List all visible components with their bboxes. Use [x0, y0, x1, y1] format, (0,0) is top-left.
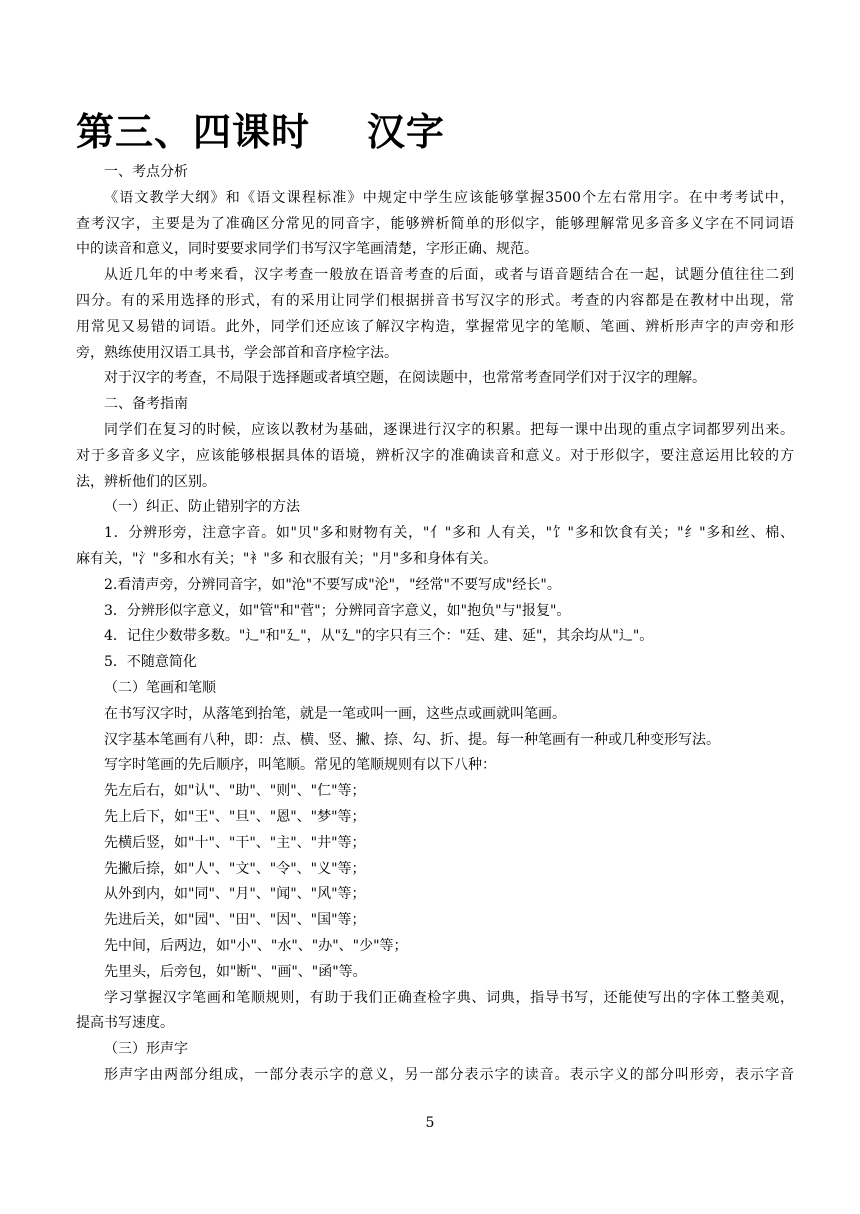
- text-line: 从外到内，如"同"、"月"、"闻"、"风"等；: [104, 886, 366, 903]
- text-line: 在书写汉字时，从落笔到抬笔，就是一笔或叫一画，这些点或画就叫笔画。: [104, 705, 566, 722]
- text-line: 1．分辨形旁，注意字音。如"贝"多和财物有关，"亻"多和 人有关，"饣"多和饮食有关；"纟"多和丝、棉、: [104, 525, 794, 542]
- text-line: 汉字基本笔画有八种，即：点、横、竖、撇、捺、勾、折、提。每一种笔画有一种或几种变形写法。: [104, 731, 720, 748]
- text-line: 麻有关，"氵"多和水有关；"衤"多 和衣服有关；"月"多和身体有关。: [76, 550, 498, 567]
- text-line: 先进后关，如"园"、"田"、"因"、"国"等；: [104, 912, 366, 929]
- text-line: 提高书写速度。: [76, 1015, 174, 1032]
- text-line: 对于汉字的考查，不局限于选择题或者填空题，在阅读题中，也常常考查同学们对于汉字的理解。: [104, 370, 706, 387]
- text-line: 5．不随意简化: [104, 654, 197, 671]
- text-line: 先上后下，如"王"、"旦"、"恩"、"梦"等；: [104, 808, 366, 825]
- text-line: 从近几年的中考来看，汉字考查一般放在语音考查的后面，或者与语音题结合在一起，试题分值往往二到: [104, 267, 794, 284]
- page-number: 5: [425, 1115, 435, 1131]
- text-line: 一、考点分析: [104, 164, 188, 180]
- page-title: 第三、四课时 汉字: [76, 109, 445, 154]
- text-line: 先左后右，如"认"、"助"、"则"、"仁"等；: [104, 783, 366, 800]
- text-line: 四分。有的采用选择的形式，有的采用让同学们根据拼音书写汉字的形式。考查的内容都是在教材中出现，常: [76, 292, 794, 309]
- text-line: 先里头，后旁包，如"断"、"画"、"函"等。: [104, 963, 367, 980]
- text-line: （二）笔画和笔顺: [104, 679, 216, 696]
- text-line: 2.看清声旁，分辨同音字，如"沧"不要写成"沦"，"经常"不要写成"经长"。: [104, 576, 561, 593]
- text-line: 同学们在复习的时候，应该以教材为基础，逐课进行汉字的积累。把每一课中出现的重点字词都罗列出来。: [104, 421, 794, 438]
- text-line: （一）纠正、防止错别字的方法: [104, 499, 300, 516]
- text-line: （三）形声字: [104, 1041, 188, 1058]
- text-line: 4．记住少数带多数。"辶"和"廴"，从"廴"的字只有三个："廷、建、延"，其余均从"辶"。: [104, 628, 654, 645]
- text-line: 《语文教学大纲》和《语文课程标准》中规定中学生应该能够掌握3500个左右常用字。在中考考试中，: [104, 189, 794, 206]
- text-line: 3．分辨形似字意义，如"管"和"菅"；分辨同音字意义，如"抱负"与"报复"。: [104, 602, 571, 619]
- text-line: 形声字由两部分组成，一部分表示字的意义，另一部分表示字的读音。表示字义的部分叫形旁，表示字音: [104, 1066, 794, 1083]
- text-line: 对于多音多义字，应该能够根据具体的语境，辨析汉字的准确读音和意义。对于形似字，要注意运用比较的方: [76, 447, 794, 464]
- text-line: 查考汉字，主要是为了准确区分常见的同音字，能够辨析简单的形似字，能够理解常见多音多义字在不同词语: [76, 215, 794, 232]
- text-line: 法，辨析他们的区别。: [76, 473, 216, 490]
- document-body: [76, 160, 794, 1089]
- text-line: 学习掌握汉字笔画和笔顺规则，有助于我们正确查检字典、词典，指导书写，还能使写出的字体工整美观，: [104, 989, 794, 1006]
- text-line: 用常见又易错的词语。此外，同学们还应该了解汉字构造，掌握常见字的笔顺、笔画、辨析形声字的声旁和形: [76, 318, 794, 335]
- text-line: 二、备考指南: [104, 396, 188, 413]
- text-line: 旁，熟练使用汉语工具书，学会部首和音序检字法。: [76, 344, 398, 361]
- text-line: 中的读音和意义，同时要要求同学们书写汉字笔画清楚，字形正确、规范。: [76, 241, 538, 258]
- text-line: 先撇后捺，如"人"、"文"、"令"、"义"等；: [104, 860, 366, 877]
- text-line: 先横后竖，如"十"、"干"、"主"、"井"等；: [104, 834, 366, 851]
- text-line: 先中间，后两边，如"小"、"水"、"办"、"少"等；: [104, 937, 408, 954]
- text-line: 写字时笔画的先后顺序，叫笔顺。常见的笔顺规则有以下八种：: [104, 757, 496, 774]
